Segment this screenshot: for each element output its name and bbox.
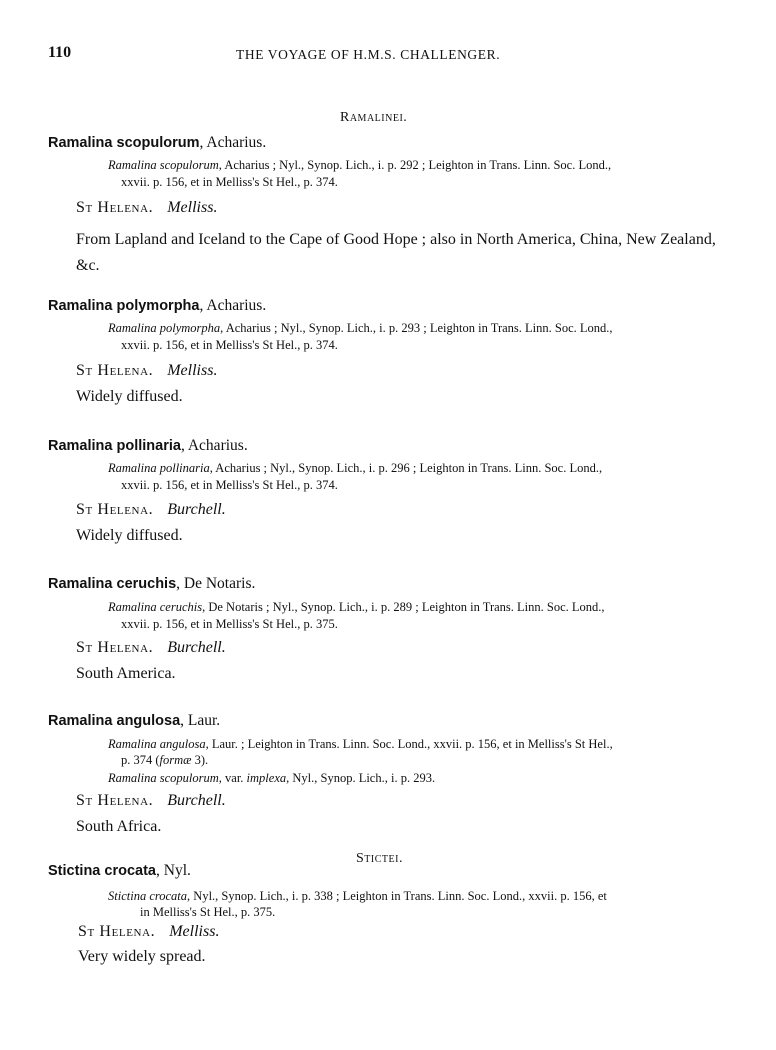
species-author: , Acharius. xyxy=(199,297,267,314)
reference-taxon: Ramalina scopulorum xyxy=(108,771,219,785)
reference-text: , Nyl., Synop. Lich., i. p. 293. xyxy=(286,771,436,785)
reference-taxon: Ramalina polymorpha xyxy=(108,321,221,335)
locality: St Helena. xyxy=(76,199,154,216)
collection-record xyxy=(76,792,226,810)
collector: Melliss. xyxy=(167,362,218,379)
collection-record xyxy=(76,639,226,657)
species-author: , Nyl. xyxy=(156,862,191,879)
reference-text: , Laur. ; Leighton in Trans. Linn. Soc. Lond., xxvii. p. 156, et in Melliss's St Hel., xyxy=(205,737,613,751)
reference-line xyxy=(108,321,613,336)
species-name: Ramalina ceruchis xyxy=(48,576,177,592)
locality: St Helena. xyxy=(76,639,154,656)
species-author: , De Notaris. xyxy=(176,575,256,592)
reference-line xyxy=(108,737,613,752)
locality: St Helena. xyxy=(78,923,156,940)
species-name: Ramalina angulosa xyxy=(48,713,181,729)
species-heading xyxy=(48,134,266,152)
distribution-note: South Africa. xyxy=(76,818,162,835)
collector: Burchell. xyxy=(167,501,226,518)
distribution-note: Widely diffused. xyxy=(76,388,183,405)
reference-line xyxy=(108,771,435,786)
reference-taxon: Stictina crocata xyxy=(108,889,188,903)
reference-text: p. 374 ( xyxy=(121,753,160,767)
reference-line xyxy=(121,753,208,768)
collector: Burchell. xyxy=(167,792,226,809)
species-heading xyxy=(48,297,266,315)
collector: Burchell. xyxy=(167,639,226,656)
reference-variety: implexa xyxy=(246,771,287,785)
species-heading xyxy=(48,862,191,880)
reference-line xyxy=(108,889,607,904)
collection-record xyxy=(76,501,226,519)
section-title-ramalinei: Ramalinei. xyxy=(340,110,408,125)
reference-line xyxy=(108,461,602,476)
reference-line: in Melliss's St Hel., p. 375. xyxy=(140,905,276,919)
reference-text: , Acharius ; Nyl., Synop. Lich., i. p. 296 ; Leighton in Trans. Linn. Soc. Lond., xyxy=(209,461,603,475)
section-title-stictei: Stictei. xyxy=(356,851,403,866)
reference-line: xxvii. p. 156, et in Melliss's St Hel., p. 375. xyxy=(121,617,338,631)
distribution-note: South America. xyxy=(76,665,176,682)
reference-line xyxy=(108,600,605,615)
reference-taxon: Ramalina ceruchis xyxy=(108,600,203,614)
reference-line: xxvii. p. 156, et in Melliss's St Hel., p. 374. xyxy=(121,175,338,189)
collector: Melliss. xyxy=(169,923,220,940)
species-name: Ramalina polymorpha xyxy=(48,298,200,314)
reference-text: , var. xyxy=(218,771,247,785)
reference-taxon: Ramalina pollinaria xyxy=(108,461,210,475)
species-author: , Laur. xyxy=(180,712,221,729)
species-heading xyxy=(48,437,248,455)
reference-text: , Nyl., Synop. Lich., i. p. 338 ; Leighton in Trans. Linn. Soc. Lond., xxvii. p. 156, et xyxy=(187,889,607,903)
species-author: , Acharius. xyxy=(180,437,248,454)
collection-record xyxy=(78,923,219,941)
collection-record xyxy=(76,362,217,380)
reference-form: formæ xyxy=(159,753,192,767)
page-number: 110 xyxy=(48,44,72,61)
collector: Melliss. xyxy=(167,199,218,216)
reference-text: , Acharius ; Nyl., Synop. Lich., i. p. 292 ; Leighton in Trans. Linn. Soc. Lond., xyxy=(218,158,612,172)
reference-taxon: Ramalina scopulorum xyxy=(108,158,219,172)
reference-line: xxvii. p. 156, et in Melliss's St Hel., p. 374. xyxy=(121,338,338,352)
species-name: Ramalina scopulorum xyxy=(48,135,200,151)
locality: St Helena. xyxy=(76,362,154,379)
species-heading xyxy=(48,575,255,593)
species-name: Ramalina pollinaria xyxy=(48,438,181,454)
locality: St Helena. xyxy=(76,792,154,809)
reference-text: 3). xyxy=(191,753,209,767)
reference-taxon: Ramalina angulosa xyxy=(108,737,206,751)
species-heading xyxy=(48,712,220,730)
reference-line xyxy=(108,158,611,173)
species-author: , Acharius. xyxy=(199,134,267,151)
distribution-note: From Lapland and Iceland to the Cape of Good Hope ; also in North America, China, New Zealand, &c. xyxy=(76,231,716,274)
distribution-note: Very widely spread. xyxy=(78,948,206,965)
reference-text: , Acharius ; Nyl., Synop. Lich., i. p. 293 ; Leighton in Trans. Linn. Soc. Lond., xyxy=(220,321,613,335)
reference-text: , De Notaris ; Nyl., Synop. Lich., i. p. 289 ; Leighton in Trans. Linn. Soc. Lond., xyxy=(202,600,605,614)
collection-record xyxy=(76,199,217,217)
running-title: THE VOYAGE OF H.M.S. CHALLENGER. xyxy=(236,47,501,62)
reference-line: xxvii. p. 156, et in Melliss's St Hel., p. 374. xyxy=(121,478,338,492)
distribution-note: Widely diffused. xyxy=(76,527,183,544)
locality: St Helena. xyxy=(76,501,154,518)
species-name: Stictina crocata xyxy=(48,863,156,879)
